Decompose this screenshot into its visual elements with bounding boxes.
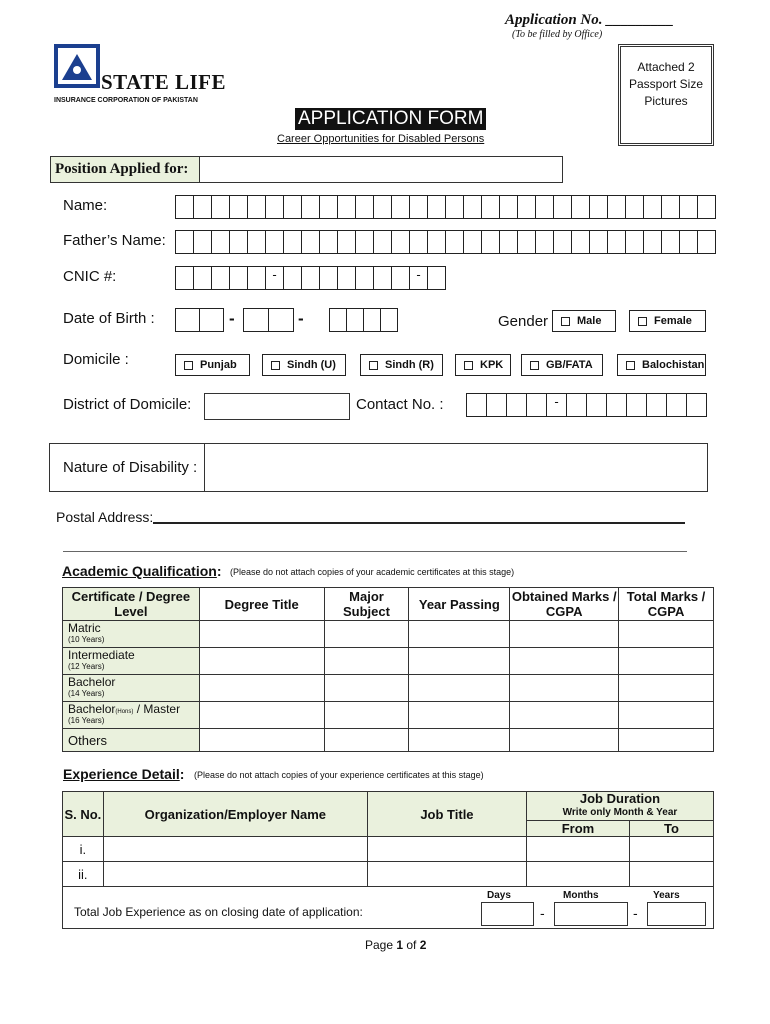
days-dash: -	[540, 905, 545, 921]
logo-name: STATE LIFE	[101, 70, 227, 94]
to-header: To	[629, 821, 713, 837]
input-cell[interactable]	[409, 729, 510, 752]
degree-level-line	[68, 702, 199, 716]
input-cell[interactable]	[367, 862, 526, 887]
input-cell[interactable]	[629, 837, 713, 862]
table-row	[63, 621, 714, 648]
domicile-balochistan-checkbox[interactable]	[617, 354, 706, 376]
months-dash: -	[633, 905, 638, 921]
input-cell[interactable]	[199, 702, 324, 729]
checkbox-icon	[369, 361, 378, 370]
input-cell[interactable]	[409, 648, 510, 675]
academic-col-header: Degree Title	[199, 588, 324, 621]
gender-female-checkbox[interactable]	[629, 310, 706, 332]
academic-col-header: Year Passing	[409, 588, 510, 621]
position-input[interactable]	[200, 156, 563, 183]
input-cell[interactable]	[526, 862, 629, 887]
cnic-dash: -	[266, 266, 284, 290]
from-header: From	[526, 821, 629, 837]
father-name-boxes[interactable]	[175, 230, 716, 254]
job-duration-header	[526, 792, 713, 821]
academic-heading	[62, 563, 222, 579]
checkbox-label: Punjab	[200, 359, 237, 371]
checkbox-icon	[530, 361, 539, 370]
dob-year-boxes[interactable]	[329, 308, 398, 332]
checkbox-label: GB/FATA	[546, 359, 593, 371]
experience-table	[62, 791, 714, 887]
input-cell[interactable]	[103, 862, 367, 887]
form-title: APPLICATION FORM	[295, 108, 486, 130]
academic-col-header: Total Marks / CGPA	[619, 588, 714, 621]
father-name-label: Father’s Name:	[63, 232, 166, 249]
degree-years: (10 Years)	[68, 635, 105, 644]
disability-label: Nature of Disability :	[63, 459, 198, 476]
degree-years: (16 Years)	[68, 716, 105, 725]
postal-line-1[interactable]	[153, 522, 685, 524]
days-label: Days	[487, 890, 511, 901]
cnic-dash: -	[410, 266, 428, 290]
input-cell[interactable]	[619, 648, 714, 675]
degree-level-cell	[63, 621, 200, 648]
experience-heading	[63, 766, 184, 782]
checkbox-label: Sindh (U)	[287, 359, 336, 371]
input-cell[interactable]	[367, 837, 526, 862]
total-experience-label: Total Job Experience as on closing date of application:	[74, 905, 363, 919]
domicile-sindh-u-checkbox[interactable]	[262, 354, 346, 376]
dob-label: Date of Birth :	[63, 310, 155, 327]
degree-hons: (Hons)	[115, 709, 134, 715]
input-cell[interactable]	[324, 729, 409, 752]
input-cell[interactable]	[510, 621, 619, 648]
sno-cell: ii.	[63, 862, 104, 887]
academic-title: Academic Qualification	[62, 563, 217, 579]
input-cell[interactable]	[619, 621, 714, 648]
domicile-sindh-r-checkbox[interactable]	[360, 354, 443, 376]
years-input[interactable]	[647, 902, 706, 926]
input-cell[interactable]	[409, 621, 510, 648]
years-label: Years	[653, 890, 680, 901]
input-cell[interactable]	[199, 729, 324, 752]
degree-level-cell	[63, 675, 200, 702]
degree-level-cell	[63, 648, 200, 675]
input-cell[interactable]	[510, 675, 619, 702]
sno-cell: i.	[63, 837, 104, 862]
months-input[interactable]	[554, 902, 628, 926]
input-cell[interactable]	[324, 648, 409, 675]
checkbox-icon	[638, 317, 647, 326]
checkbox-label: Male	[577, 315, 602, 327]
checkbox-icon	[271, 361, 280, 370]
academic-col-header: Obtained Marks / CGPA	[510, 588, 619, 621]
checkbox-label: Balochistan	[642, 359, 705, 371]
job-duration-note: Write only Month & Year	[562, 807, 678, 818]
postal-label: Postal Address:	[56, 509, 154, 525]
degree-level: Bachelor	[68, 702, 116, 716]
domicile-kpk-checkbox[interactable]	[455, 354, 511, 376]
academic-col-header: Major Subject	[324, 588, 409, 621]
experience-note: (Please do not attach copies of your experience certificates at this stage)	[194, 770, 484, 780]
academic-colon: :	[216, 563, 222, 579]
academic-table	[62, 587, 714, 752]
sno-header: S. No.	[63, 792, 104, 837]
name-boxes[interactable]	[175, 195, 716, 219]
dob-dash: -	[298, 309, 304, 328]
input-cell[interactable]	[619, 702, 714, 729]
degree-level-suffix: / Master	[133, 702, 181, 716]
table-row	[63, 648, 714, 675]
table-row	[63, 862, 714, 887]
input-cell[interactable]	[510, 648, 619, 675]
checkbox-label: Female	[654, 315, 692, 327]
input-cell[interactable]	[619, 675, 714, 702]
dob-day-boxes[interactable]	[175, 308, 224, 332]
table-row	[63, 837, 714, 862]
table-row	[63, 702, 714, 729]
job-duration-title: Job Duration	[579, 791, 661, 806]
domicile-punjab-checkbox[interactable]	[175, 354, 250, 376]
name-label: Name:	[63, 197, 108, 214]
input-cell[interactable]	[199, 675, 324, 702]
academic-note: (Please do not attach copies of your academic certificates at this stage)	[230, 567, 515, 577]
days-input[interactable]	[481, 902, 534, 926]
logo-subtitle: INSURANCE CORPORATION OF PAKISTAN	[54, 97, 198, 104]
table-row	[63, 729, 714, 752]
checkbox-icon	[184, 361, 193, 370]
checkbox-icon	[561, 317, 570, 326]
degree-years: (12 Years)	[68, 662, 105, 671]
page-prefix: Page	[365, 938, 397, 952]
form-subtitle: Career Opportunities for Disabled Persons	[277, 133, 485, 145]
input-cell[interactable]	[526, 837, 629, 862]
application-number: Application No. _________	[505, 12, 674, 28]
input-cell[interactable]	[510, 729, 619, 752]
input-cell[interactable]	[324, 675, 409, 702]
degree-level: Bachelor	[68, 675, 116, 689]
table-row	[63, 675, 714, 702]
experience-colon: :	[179, 766, 185, 782]
postal-line-2[interactable]	[63, 551, 687, 552]
input-cell[interactable]	[619, 729, 714, 752]
input-cell[interactable]	[199, 648, 324, 675]
input-cell[interactable]	[409, 702, 510, 729]
domicile-gb-fata-checkbox[interactable]	[521, 354, 603, 376]
page-current: 1	[396, 938, 404, 952]
org-header: Organization/Employer Name	[103, 792, 367, 837]
input-cell[interactable]	[199, 621, 324, 648]
application-number-note: (To be filled by Office)	[512, 29, 603, 40]
contact-dash: -	[547, 393, 567, 417]
contact-label: Contact No. :	[356, 396, 444, 413]
input-cell[interactable]	[103, 837, 367, 862]
district-input[interactable]	[204, 393, 350, 420]
input-cell[interactable]	[409, 675, 510, 702]
checkbox-icon	[626, 361, 635, 370]
academic-col-header: Certificate / Degree Level	[63, 588, 200, 621]
dob-month-boxes[interactable]	[243, 308, 294, 332]
page-of: of	[403, 938, 420, 952]
cnic-label: CNIC #:	[63, 268, 117, 285]
photo-box: Attached 2 Passport Size Pictures	[620, 46, 712, 144]
experience-title: Experience Detail	[63, 766, 180, 782]
cnic-boxes[interactable]	[175, 266, 446, 290]
input-cell[interactable]	[510, 702, 619, 729]
page-number	[365, 938, 426, 952]
degree-level-cell	[63, 702, 200, 729]
gender-label: Gender	[498, 313, 549, 330]
district-label: District of Domicile:	[63, 396, 192, 413]
dob-dash: -	[229, 309, 235, 328]
months-label: Months	[563, 890, 599, 901]
input-cell[interactable]	[629, 862, 713, 887]
page-total: 2	[419, 938, 427, 952]
degree-level: Intermediate	[68, 648, 135, 662]
disability-input[interactable]	[204, 443, 708, 492]
job-title-header: Job Title	[367, 792, 526, 837]
degree-level: Matric	[68, 621, 101, 635]
degree-years: (14 Years)	[68, 689, 105, 698]
domicile-label: Domicile :	[63, 351, 129, 368]
position-label: Position Applied for:	[50, 156, 200, 183]
checkbox-label: Sindh (R)	[385, 359, 434, 371]
degree-level: Others	[63, 729, 200, 752]
input-cell[interactable]	[324, 702, 409, 729]
contact-boxes[interactable]	[466, 393, 707, 417]
input-cell[interactable]	[324, 621, 409, 648]
gender-male-checkbox[interactable]	[552, 310, 616, 332]
state-life-logo	[54, 44, 100, 88]
checkbox-label: KPK	[480, 359, 504, 371]
checkbox-icon	[464, 361, 473, 370]
